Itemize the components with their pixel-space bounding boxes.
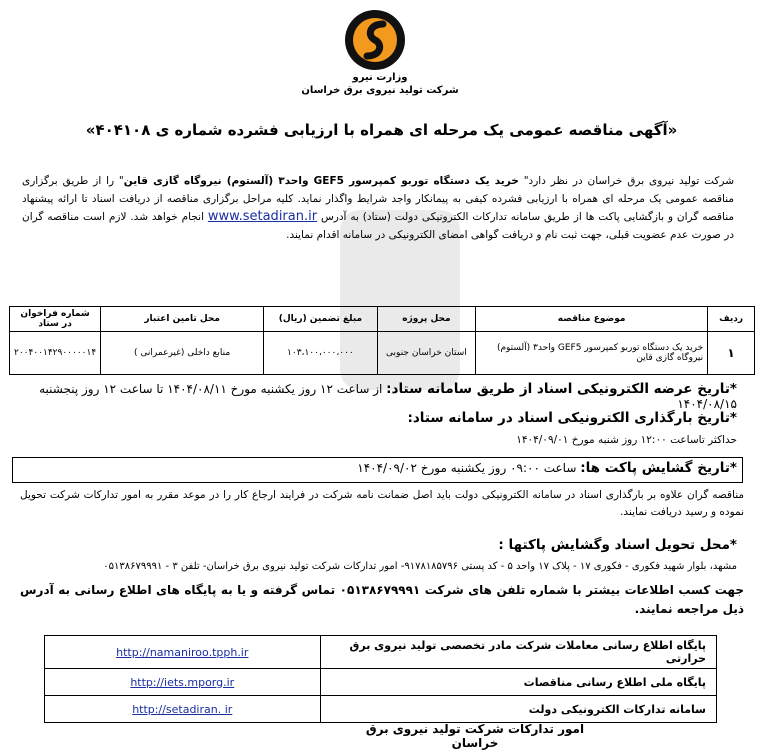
col-header-row-number: ردیف (708, 307, 755, 332)
cell-subject: خرید یک دستگاه توربو کمپرسور GEF5 واحد۳ (آلستوم) نیروگاه گازی قاین (476, 332, 708, 375)
table-row (45, 636, 717, 669)
table-row (45, 696, 717, 723)
link-url-1[interactable]: http://namaniroo.tpph.ir (45, 636, 321, 669)
page-title: «آگهی مناقصه عمومی یک مرحله ای همراه با ارزیابی فشرده شماره ی ۴۰۴۱۰۸» (85, 121, 678, 139)
opening-date-label: *تاریخ گشایش پاکت ها: (580, 460, 737, 476)
guarantee-note: مناقصه گران علاوه بر بارگذاری اسناد در سامانه الکترونیکی دولت باید اصل ضمانت نامه شرکت در فرایند ارجاع کار را در موعد مقرر به امور تدارکات شرکت تحویل نموده و رسید دریافت نمایند. (20, 489, 744, 518)
link-label-1: پایگاه اطلاع رسانی معاملات شرکت مادر تخصصی تولید نیروی برق حرارتی (320, 636, 716, 669)
cell-guarantee: ۱۰۳،۱۰۰،۰۰۰،۰۰۰ (264, 332, 378, 375)
link-label-3: سامانه تدارکات الکترونیکی دولت (320, 696, 716, 723)
contact-paragraph: جهت کسب اطلاعات بیشتر با شماره تلفن های شرکت ۰۵۱۳۸۶۷۹۹۹۱ تماس گرفته و یا به پایگاه های اطلاع رسانی به آدرس ذیل مراجعه نمایند. (20, 583, 744, 616)
intro-paragraph (22, 172, 734, 244)
delivery-label: *محل تحویل اسناد وگشایش پاکتها : (498, 537, 737, 553)
col-header-subject: موضوع مناقصه (476, 307, 708, 332)
link-label-2: پایگاه ملی اطلاع رسانی مناقصات (320, 669, 716, 696)
tender-table (9, 306, 755, 375)
docs-date-text: از ساعت ۱۲ روز یکشنبه مورخ ۱۴۰۴/۰۸/۱۱ تا ساعت ۱۲ روز پنجشنبه ۱۴۰۴/۰۸/۱۵ (39, 382, 737, 411)
link-url-2[interactable]: http://iets.mporg.ir (45, 669, 321, 696)
col-header-funding: محل تامین اعتبار (101, 307, 264, 332)
upload-date-label: *تاریخ بارگذاری الکترونیکی اسناد در سامانه ستاد: (407, 410, 737, 426)
delivery-address: مشهد، بلوار شهید فکوری - فکوری ۱۷ - پلاک ۱۷ واحد ۵ - کد پستی ۹۱۷۸۱۸۵۷۹۶- امور تدارکات شرکت تولید نیروی برق خراسان- تلفن ۳ - ۰۵۱۳۸۶۷۹۹۹۱ (103, 561, 737, 572)
footer-signature: امور تدارکات شرکت تولید نیروی برق خراسان (365, 722, 585, 750)
table-header-row (10, 307, 755, 332)
intro-text-1: شرکت تولید نیروی برق خراسان در نظر دارد" (518, 175, 734, 187)
table-row (45, 669, 717, 696)
col-header-location: محل پروژه (377, 307, 475, 332)
setad-link[interactable]: www.setadiran.ir (207, 209, 318, 224)
col-header-guarantee: مبلغ تضمین (ریال) (264, 307, 378, 332)
opening-date-line (357, 460, 737, 476)
power-logo-icon (343, 8, 407, 72)
intro-text-2: " را از طریق برگزاری مناقصه عمومی یک مرحله ای همراه با ارزیابی فشرده کیفی به پیمانکار واجد شرایط واگذار نماید. کلیه مراحل برگزاری مناقصه از دریافت اسناد تا ارائه پیشنهاد مناقصه گران و بازگشایی پاکت ها از طریق سامانه تدارکات الکترونیکی دولت (ستاد) به آدرس (22, 175, 734, 223)
intro-subject: خرید یک دستگاه توربو کمپرسور GEF5 واحد۳ (آلستوم) نیروگاه گازی قاین (123, 175, 519, 187)
ministry-name: وزارت نیرو (352, 72, 408, 83)
col-header-call-number: شماره فراخوان در ستاد (10, 307, 101, 332)
opening-date-text: ساعت ۰۹:۰۰ روز یکشنبه مورخ ۱۴۰۴/۰۹/۰۲ (357, 461, 581, 475)
company-name: شرکت تولید نیروی برق خراسان (301, 85, 459, 96)
link-url-3[interactable]: http://setadiran. ir (45, 696, 321, 723)
cell-funding: منابع داخلی (غیرعمرانی ) (101, 332, 264, 375)
cell-call-number: ۲۰۰۴۰۰۱۴۲۹۰۰۰۰۰۱۴ (10, 332, 101, 375)
intro-text-3: انجام خواهد شد. لازم است مناقصه گران در صورت عدم عضویت قبلی، جهت ثبت نام و دریافت گواهی امضای الکترونیکی در سامانه اقدام نمایند. (22, 211, 734, 241)
links-table (44, 635, 717, 723)
docs-date-label: *تاریخ عرضه الکترونیکی اسناد از طریق سامانه ستاد: (386, 381, 737, 397)
table-row (10, 332, 755, 375)
docs-date-line (0, 381, 737, 411)
cell-location: استان خراسان جنوبی (377, 332, 475, 375)
upload-date-text: حداکثر تاساعت ۱۲:۰۰ روز شنبه مورخ ۱۴۰۴/۰۹/۰۱ (516, 434, 737, 446)
cell-row-number: ۱ (708, 332, 755, 375)
